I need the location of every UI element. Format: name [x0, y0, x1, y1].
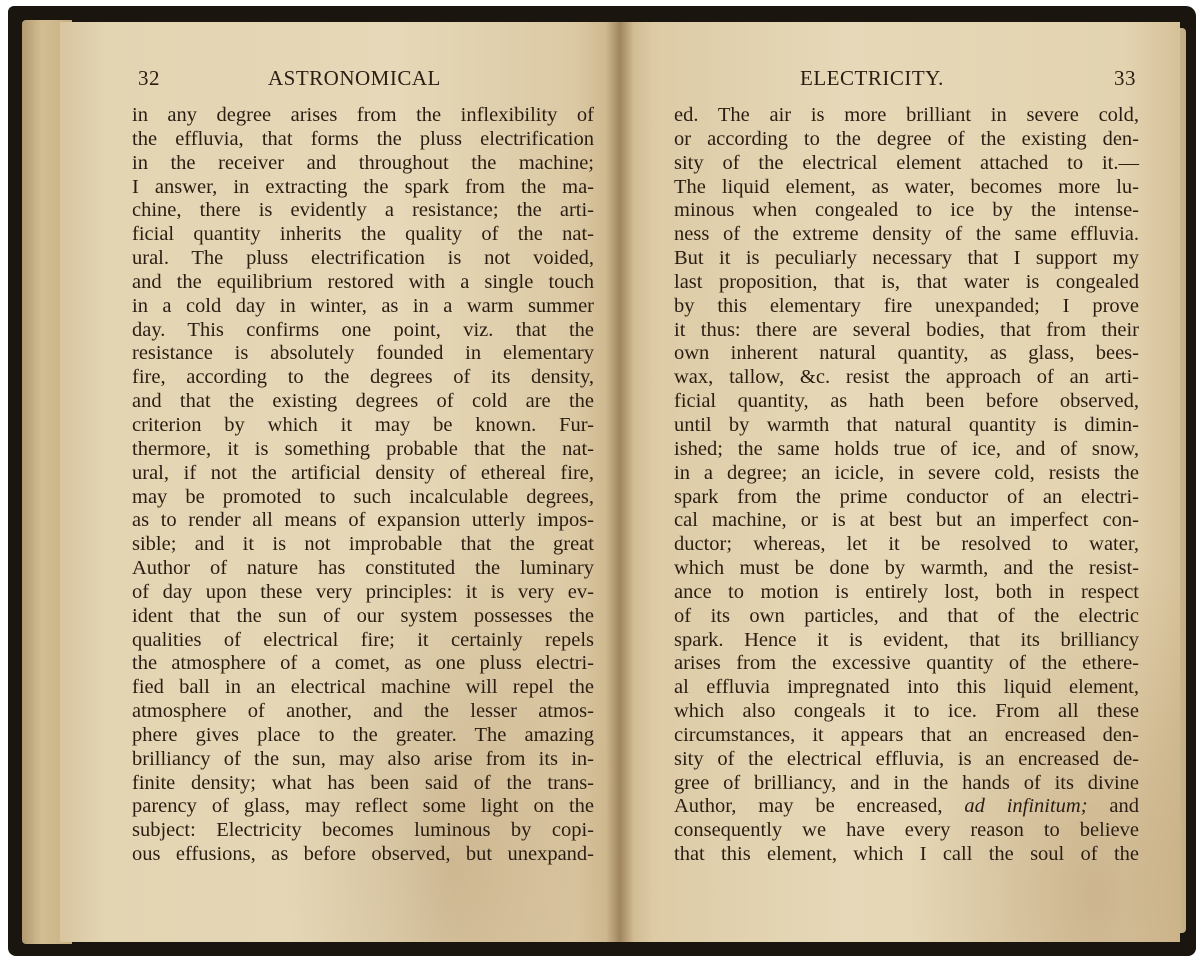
text-line: and that the existing degrees of cold are the	[132, 390, 594, 413]
text-line: ural, if not the artificial density of ethereal fire,	[132, 461, 594, 484]
text-line: of its own particles, and that of the electric	[674, 604, 1139, 627]
text-line: brilliancy of the sun, may also arise from its in-	[132, 747, 594, 770]
text-line: subject: Electricity becomes luminous by copi-	[132, 819, 594, 842]
book-gutter	[606, 22, 634, 942]
text-line: ductor; whereas, let it be resolved to water,	[674, 533, 1139, 556]
text-line: by this elementary fire unexpanded; I prove	[674, 294, 1139, 317]
text-line: circumstances, it appears that an encreased den-	[674, 723, 1139, 746]
text-line: the effluvia, that forms the pluss electrification	[132, 127, 594, 150]
italic-phrase: ad infinitum;	[964, 795, 1088, 818]
text-line: finite density; what has been said of the trans-	[132, 771, 594, 794]
text-line: last proposition, that is, that water is congealed	[674, 270, 1139, 293]
text-line: sible; and it is not improbable that the great	[132, 533, 594, 556]
left-running-title: ASTRONOMICAL	[268, 66, 441, 90]
right-page	[620, 22, 1180, 942]
text-line: sity of the electrical element attached to it.—	[674, 151, 1139, 174]
text-line: minous when congealed to ice by the intense-	[674, 199, 1139, 222]
text-line: fied ball in an electrical machine will repel the	[132, 676, 594, 699]
text-line: and the equilibrium restored with a single touch	[132, 270, 594, 293]
text-line: atmosphere of another, and the lesser atmos-	[132, 700, 594, 723]
text-line: qualities of electrical fire; it certainly repels	[132, 628, 594, 651]
text-line: criterion by which it may be known. Fur-	[132, 413, 594, 436]
text-line: in a cold day in winter, as in a warm summer	[132, 294, 594, 317]
text-line: chine, there is evidently a resistance; the arti-	[132, 199, 594, 222]
text-line: phere gives place to the greater. The amazing	[132, 723, 594, 746]
text-line: of day upon these very principles: it is very ev-	[132, 580, 594, 603]
text-line: which must be done by warmth, and the resist-	[674, 557, 1139, 580]
text-line: Author of nature has constituted the luminary	[132, 557, 594, 580]
text-line: ident that the sun of our system possesses the	[132, 604, 594, 627]
text-line: The liquid element, as water, becomes more lu-	[674, 175, 1139, 198]
text-line: wax, tallow, &c. resist the approach of an arti-	[674, 366, 1139, 389]
text-line: ed. The air is more brilliant in severe cold,	[674, 104, 1139, 126]
text-line: But it is peculiarly necessary that I support my	[674, 247, 1139, 270]
text-line: day. This confirms one point, viz. that the	[132, 318, 594, 341]
text-line: ance to motion is entirely lost, both in respect	[674, 580, 1139, 603]
text-line: arises from the excessive quantity of the ethere-	[674, 652, 1139, 675]
text-line: in a degree; an icicle, in severe cold, resists the	[674, 461, 1139, 484]
text-line: own inherent natural quantity, as glass, bees-	[674, 342, 1139, 365]
text-line: I answer, in extracting the spark from the ma-	[132, 175, 594, 198]
text-line: in any degree arises from the inflexibility of	[132, 104, 594, 126]
text-line: gree of brilliancy, and in the hands of its divine	[674, 771, 1139, 794]
right-page-number: 33	[1114, 66, 1136, 90]
text-line: al effluvia impregnated into this liquid element,	[674, 676, 1139, 699]
text-line: which also congeals it to ice. From all these	[674, 700, 1139, 723]
text-line: cal machine, or is at best but an imperfect con-	[674, 509, 1139, 532]
left-page	[60, 22, 620, 942]
text-line: ous effusions, as before observed, but unexpand-	[132, 843, 594, 866]
open-book	[8, 6, 1196, 956]
text-line-author: Author, may be encreased, ad infinitum; and	[674, 795, 1140, 818]
text-line: the atmosphere of a comet, as one pluss electri-	[132, 652, 594, 675]
text-line: as to render all means of expansion utterly impos-	[132, 509, 594, 532]
text-line: ness of the extreme density of the same effluvia.	[674, 223, 1139, 246]
text-line: spark. Hence it is evident, that its brilliancy	[674, 628, 1139, 651]
right-running-title: ELECTRICITY.	[800, 66, 944, 90]
text-line: thermore, it is something probable that the nat-	[132, 437, 594, 460]
text-line: fire, according to the degrees of its density,	[132, 366, 594, 389]
text-line: may be promoted to such incalculable degrees,	[132, 485, 594, 508]
text-line: spark from the prime conductor of an electri-	[674, 485, 1139, 508]
text-line: sity of the electrical effluvia, is an encreased de-	[674, 747, 1139, 770]
left-page-header	[138, 64, 598, 94]
right-page-body	[674, 104, 1139, 867]
text-line: ficial quantity inherits the quality of the nat-	[132, 223, 594, 246]
text-line: consequently we have every reason to believe	[674, 819, 1139, 842]
text-line: ficial quantity, as hath been before observed,	[674, 390, 1139, 413]
text-line: parency of glass, may reflect some light on the	[132, 795, 594, 818]
text-line: it thus: there are several bodies, that from their	[674, 318, 1139, 341]
text-line: that this element, which I call the soul of the	[674, 843, 1139, 866]
text-line: in the receiver and throughout the machine;	[132, 151, 594, 174]
right-page-header	[676, 64, 1136, 94]
text-line: until by warmth that natural quantity is dimin-	[674, 413, 1139, 436]
left-page-body	[132, 104, 594, 867]
text-line: or according to the degree of the existing den-	[674, 127, 1139, 150]
left-page-number: 32	[138, 66, 160, 90]
text-line: resistance is absolutely founded in elementary	[132, 342, 594, 365]
text-line: ished; the same holds true of ice, and of snow,	[674, 437, 1139, 460]
text-line: ural. The pluss electrification is not voided,	[132, 247, 594, 270]
